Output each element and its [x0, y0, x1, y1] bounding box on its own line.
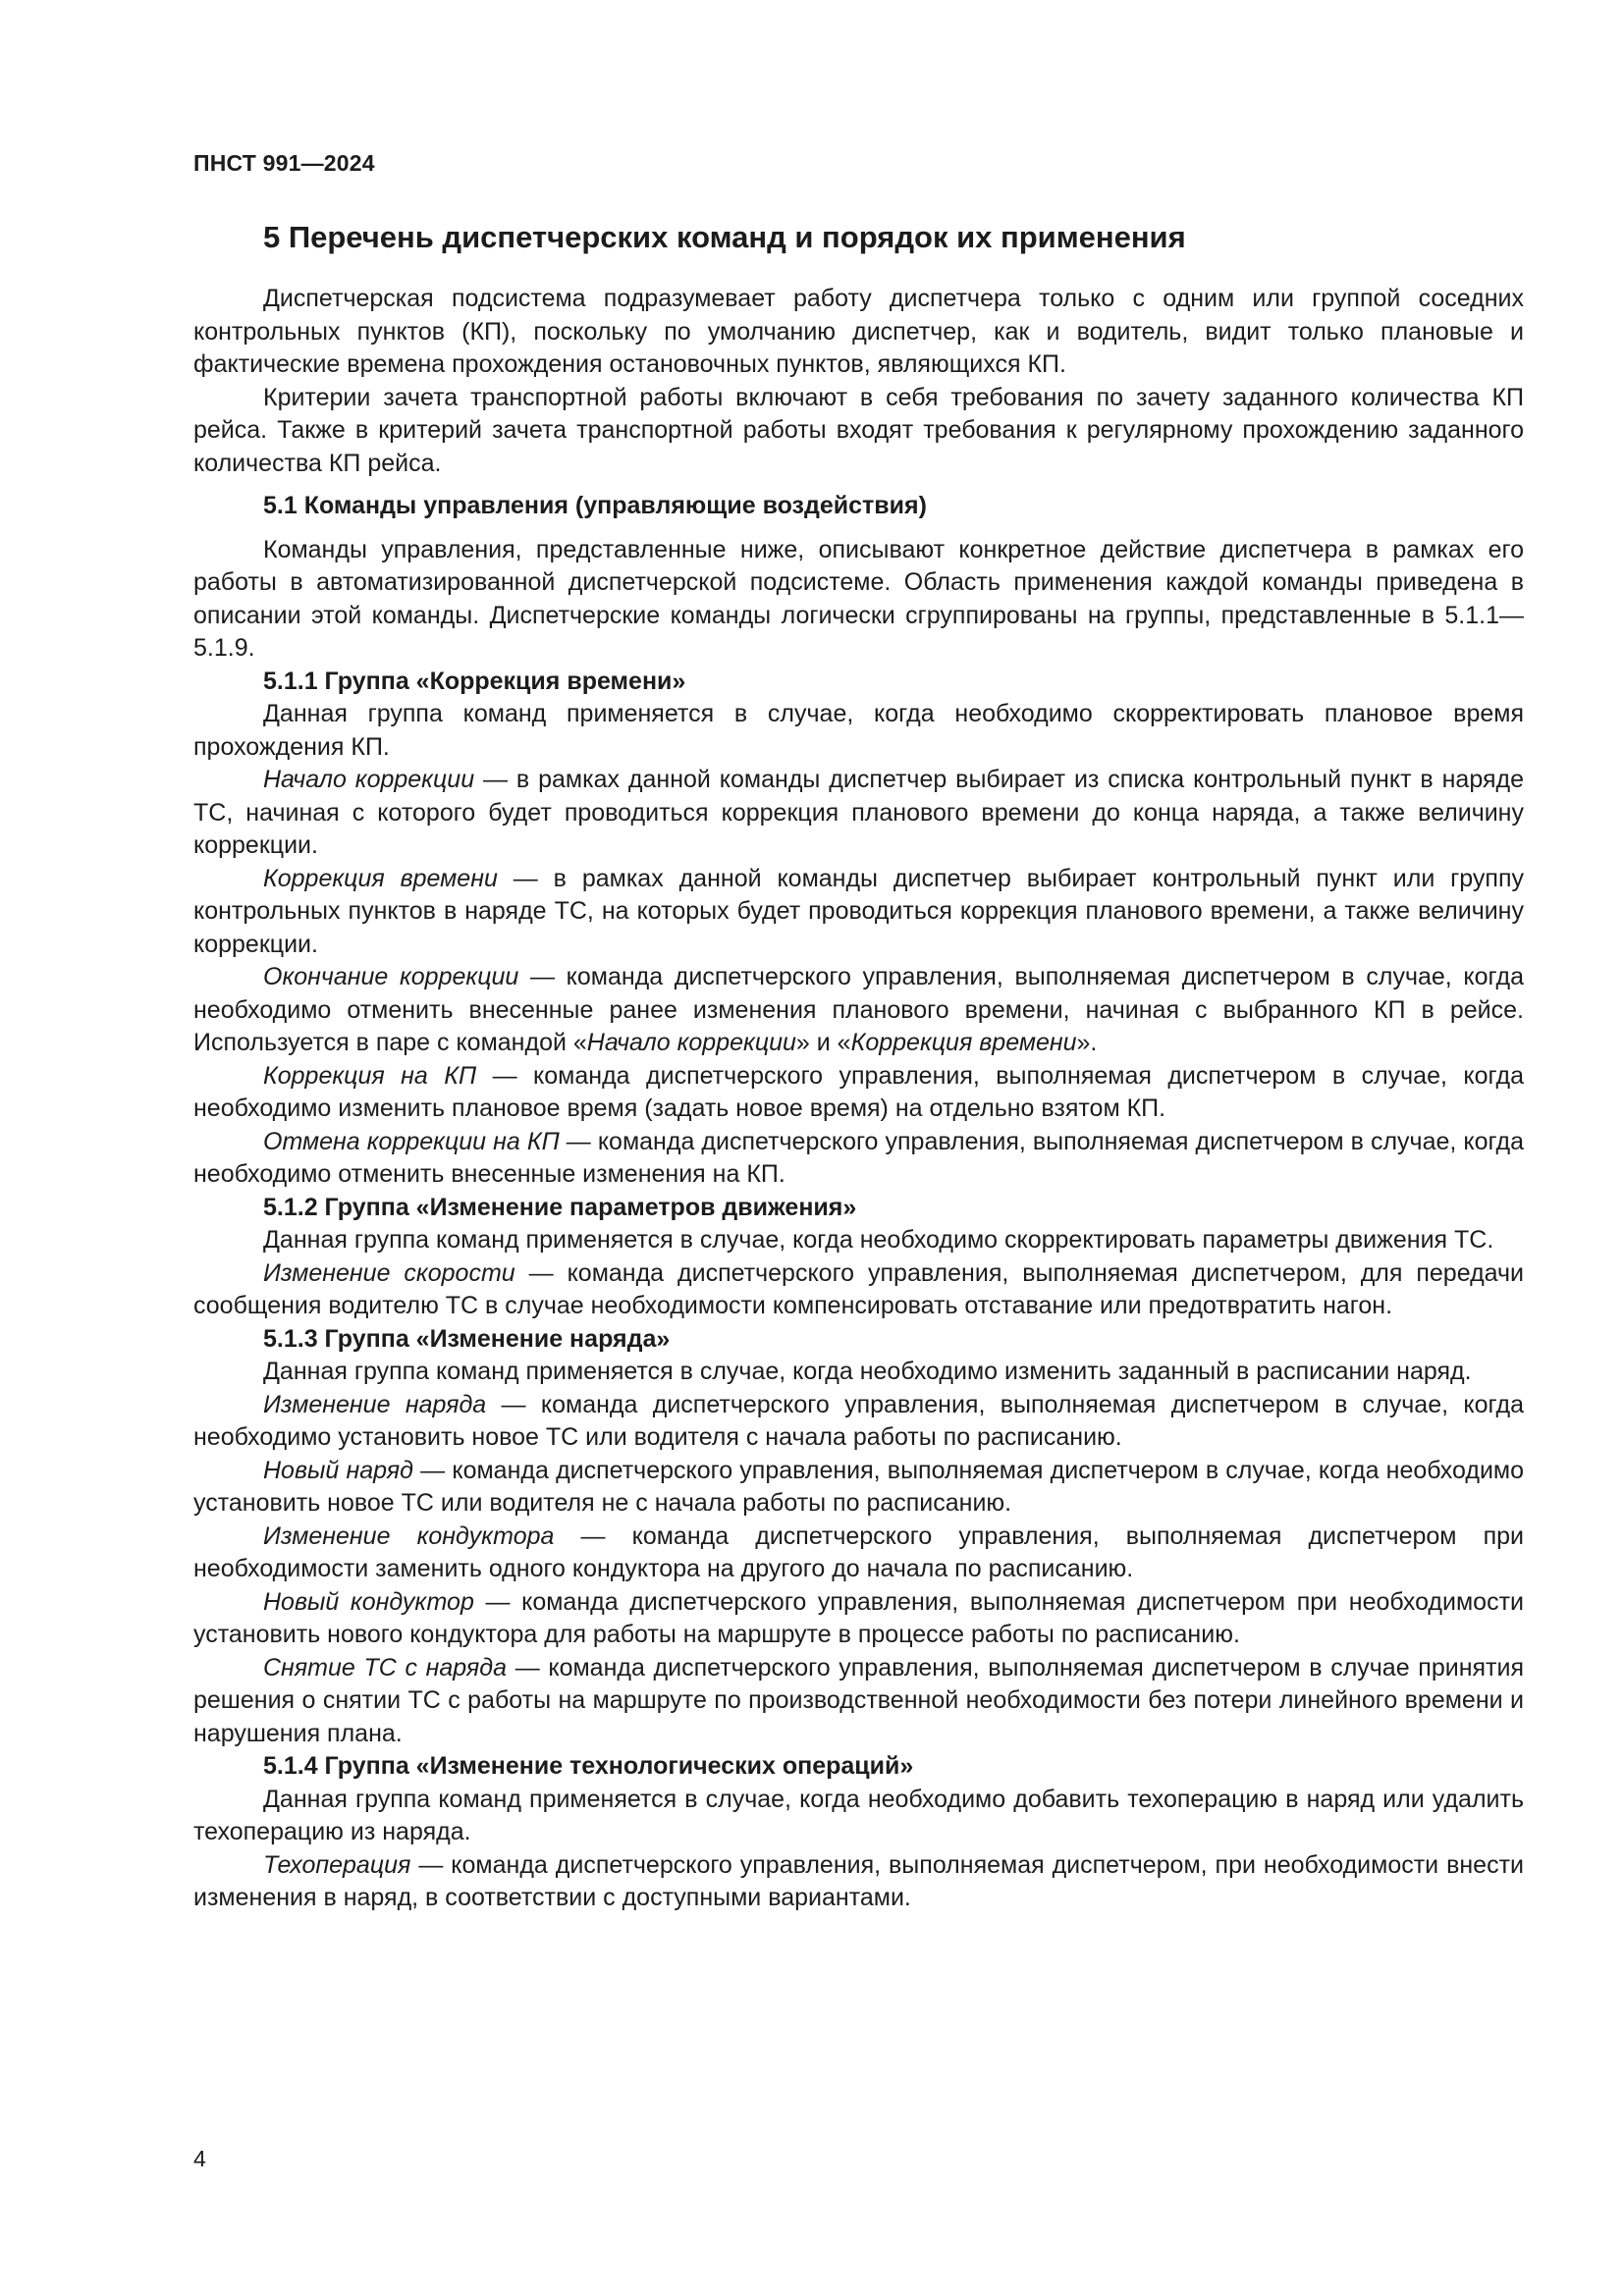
- command-definition: [193, 1652, 1524, 1751]
- group-title: 5.1.3 Группа «Изменение наряда»: [263, 1324, 671, 1353]
- section-title: 5 Перечень диспетчерских команд и порядок их применения: [263, 220, 1186, 254]
- document-body: [193, 218, 1524, 1915]
- command-term: Коррекция на КП: [263, 1061, 477, 1090]
- command-term: Изменение кондуктора: [263, 1522, 555, 1550]
- command-term: Изменение скорости: [263, 1258, 515, 1287]
- command-text: ».: [1076, 1029, 1098, 1056]
- command-term: Новый наряд: [263, 1456, 413, 1484]
- command-definition: [193, 1257, 1524, 1323]
- paragraph: Диспетчерская подсистема подразумевает работу диспетчера только с одним или группой соседних контрольных пунктов (КП), поскольку по умолчанию диспетчер, как и водитель, видит только плановые и фактические времена прохождения остановочных пунктов, являющихся КП.: [193, 285, 1524, 378]
- command-text: — команда диспетчерского управления, выполняемая диспетчером при необходимости установить нового кондуктора для работы на маршруте в процессе работы по расписанию.: [193, 1587, 1524, 1648]
- command-text: — в рамках данной команды диспетчер выбирает из списка контрольный пункт в наряде ТС, начиная с которого будет проводиться коррекция планового времени до конца наряда, а также величину коррекции.: [193, 766, 1524, 859]
- command-term: Коррекция времени: [263, 864, 498, 892]
- command-definition: [193, 961, 1524, 1060]
- paragraph: Критерии зачета транспортной работы включают в себя требования по зачету заданного количества КП рейса. Также в критерий зачета транспортной работы входят требования к регулярному прохождению заданного количества КП рейса.: [193, 383, 1524, 477]
- command-term: Снятие ТС с наряда: [263, 1653, 508, 1682]
- group-intro: Данная группа команд применяется в случае, когда необходимо добавить техоперацию в наряд или удалить техоперацию из наряда.: [193, 1785, 1524, 1845]
- command-text: — команда диспетчерского управления, выполняемая диспетчером, для передачи сообщения водителю ТС в случае необходимости компенсировать отставание или предотвратить нагон.: [193, 1258, 1524, 1319]
- group-intro: Данная группа команд применяется в случае, когда необходимо изменить заданный в расписании наряд.: [263, 1358, 1472, 1385]
- command-reference: Начало коррекции: [586, 1029, 796, 1056]
- subsection-title: 5.1 Команды управления (управляющие воздействия): [263, 492, 927, 519]
- command-term: Окончание коррекции: [263, 963, 519, 990]
- command-text: — команда диспетчерского управления, выполняемая диспетчером в случае, когда необходимо отменить внесенные ранее изменения планового времени, начиная с выбранного КП в рейсе. Используется в паре с командой «: [193, 963, 1525, 1056]
- command-definition: [193, 1849, 1524, 1915]
- command-text: » и «: [795, 1029, 851, 1056]
- command-definition: [193, 1586, 1524, 1652]
- command-text: — команда диспетчерского управления, выполняемая диспетчером в случае, когда необходимо отменить внесенные изменения на КП.: [193, 1127, 1525, 1188]
- command-definition: [193, 1126, 1524, 1192]
- command-text: — команда диспетчерского управления, выполняемая диспетчером при необходимости заменить одного кондуктора на другого до начала по расписанию.: [193, 1522, 1524, 1582]
- group-title: 5.1.2 Группа «Изменение параметров движения»: [263, 1193, 857, 1221]
- paragraph: Команды управления, представленные ниже, описывают конкретное действие диспетчера в рамках его работы в автоматизированной диспетчерской подсистеме. Область применения каждой команды приведена в описании этой команды. Диспетчерские команды логически сгруппированы на группы, представленные в 5.1.1—5.1.9.: [193, 535, 1524, 662]
- group-intro: Данная группа команд применяется в случае, когда необходимо скорректировать плановое время прохождения КП.: [193, 700, 1524, 761]
- command-definition: [193, 1521, 1524, 1586]
- command-term: Отмена коррекции на КП: [263, 1127, 560, 1155]
- command-definition: [193, 1060, 1524, 1126]
- command-reference: Коррекция времени: [850, 1029, 1077, 1056]
- document-header: ПНСТ 991—2024: [193, 150, 375, 176]
- command-text: — в рамках данной команды диспетчер выбирает контрольный пункт или группу контрольных пунктов в наряде ТС, на которых будет проводиться коррекция планового времени, а также величину коррекции.: [193, 864, 1524, 958]
- command-definition: [193, 764, 1524, 863]
- command-definition: [193, 1455, 1524, 1521]
- group-title: 5.1.4 Группа «Изменение технологических операций»: [263, 1752, 914, 1780]
- group-title: 5.1.1 Группа «Коррекция времени»: [263, 667, 686, 695]
- command-text: — команда диспетчерского управления, выполняемая диспетчером в случае принятия решения о снятии ТС с работы на маршруте по производственной необходимости без потери линейного времени и нарушения плана.: [193, 1653, 1524, 1747]
- command-term: Техоперация: [263, 1850, 411, 1879]
- group-intro: Данная группа команд применяется в случае, когда необходимо скорректировать параметры движения ТС.: [263, 1226, 1494, 1254]
- command-text: — команда диспетчерского управления, выполняемая диспетчером, при необходимости внести изменения в наряд, в соответствии с доступными вариантами.: [193, 1850, 1524, 1911]
- command-text: — команда диспетчерского управления, выполняемая диспетчером в случае, когда необходимо установить новое ТС или водителя не с начала работы по расписанию.: [193, 1456, 1524, 1517]
- command-term: Изменение наряда: [263, 1390, 487, 1418]
- command-definition: [193, 863, 1524, 962]
- command-term: Начало коррекции: [263, 766, 475, 793]
- command-text: — команда диспетчерского управления, выполняемая диспетчером в случае, когда необходимо изменить плановое время (задать новое время) на отдельно взятом КП.: [193, 1061, 1525, 1122]
- page-number: 4: [193, 2146, 206, 2171]
- command-text: — команда диспетчерского управления, выполняемая диспетчером в случае, когда необходимо установить новое ТС или водителя с начала работы по расписанию.: [193, 1390, 1524, 1451]
- command-definition: [193, 1389, 1524, 1455]
- command-term: Новый кондуктор: [263, 1587, 474, 1616]
